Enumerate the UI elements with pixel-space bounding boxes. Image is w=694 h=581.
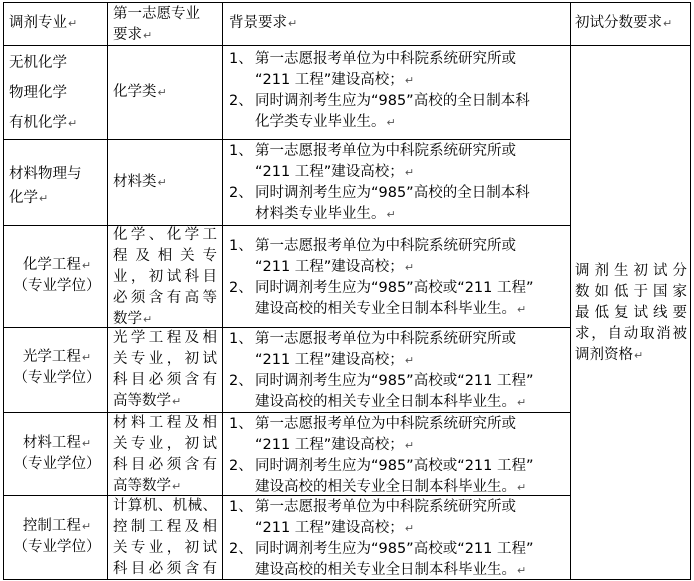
admission-adjustment-table <box>3 2 691 581</box>
table-row-first-choice: 计算机、机械、 控制工程及相 关专业，初试 科目必须含有 <box>113 498 217 577</box>
column-divider <box>222 2 223 580</box>
table-row-first-choice: 化学类↵ <box>113 84 167 100</box>
table-row-first-choice: 材料类↵ <box>113 174 167 190</box>
table-border-right <box>690 2 691 580</box>
score-requirement: 调剂生初试分 数如低于国家 最低复试线要 求，自动取消被 调剂资格↵ <box>575 263 687 363</box>
column-divider <box>570 2 571 580</box>
column-divider <box>107 2 108 580</box>
table-row-major: 化学工程↵ （专业学位） <box>13 257 101 294</box>
table-row-major: 材料工程↵ （专业学位） <box>13 435 101 472</box>
table-row-background: 1、 第一志愿报考单位为中科院系统研究所或 “211 工程”建设高校；↵ 2、 同时调剂考生应为“985”高校的全日制本科 材料类专业毕业生。↵ <box>229 143 530 222</box>
header-score: 初试分数要求↵ <box>575 15 673 31</box>
table-row-background: 1、 第一志愿报考单位为中科院系统研究所或 “211 工程”建设高校；↵ 2、 同时调剂考生应为“985”高校的全日制本科 化学类专业毕业生。↵ <box>229 51 530 130</box>
table-row-background: 1、 第一志愿报考单位为中科院系统研究所或 “211 工程”建设高校；↵ 2、 同时调剂考生应为“985”高校或“211 工程” 建设高校的相关专业全日制本科毕业生。↵ <box>229 238 534 317</box>
row-divider <box>3 327 570 328</box>
row-divider <box>3 225 570 226</box>
header-background: 背景要求↵ <box>229 15 298 31</box>
table-row-major: 材料物理与 化学↵ <box>9 166 82 206</box>
table-row-major: 光学工程↵ （专业学位） <box>13 349 101 386</box>
table-row-background: 1、 第一志愿报考单位为中科院系统研究所或 “211 工程”建设高校；↵ 2、 同时调剂考生应为“985”高校或“211 工程” 建设高校的相关专业全日制本科毕业生。↵ <box>229 499 534 578</box>
table-row-first-choice: 化学、化学工 程及相关专 业，初试科目 必须含有高等 数学↵ <box>113 227 217 327</box>
table-row-major: 控制工程↵ （专业学位） <box>13 518 101 555</box>
table-row-first-choice: 光学工程及相 关专业，初试 科目必须含有 高等数学↵ <box>113 330 217 409</box>
table-row-major: 无机化学 物理化学 有机化学↵ <box>9 55 78 131</box>
table-border-left <box>3 2 4 580</box>
header-first-choice: 第一志愿专业 要求↵ <box>113 6 200 43</box>
table-row-background: 1、 第一志愿报考单位为中科院系统研究所或 “211 工程”建设高校；↵ 2、 同时调剂考生应为“985”高校或“211 工程” 建设高校的相关专业全日制本科毕业生。↵ <box>229 416 534 495</box>
table-row-background: 1、 第一志愿报考单位为中科院系统研究所或 “211 工程”建设高校；↵ 2、 同时调剂考生应为“985”高校或“211 工程” 建设高校的相关专业全日制本科毕业生。↵ <box>229 331 534 410</box>
row-divider <box>3 139 570 140</box>
table-row-first-choice: 材料工程及相 关专业，初试 科目必须含有 高等数学↵ <box>113 415 217 494</box>
header-major: 调剂专业↵ <box>9 15 78 31</box>
